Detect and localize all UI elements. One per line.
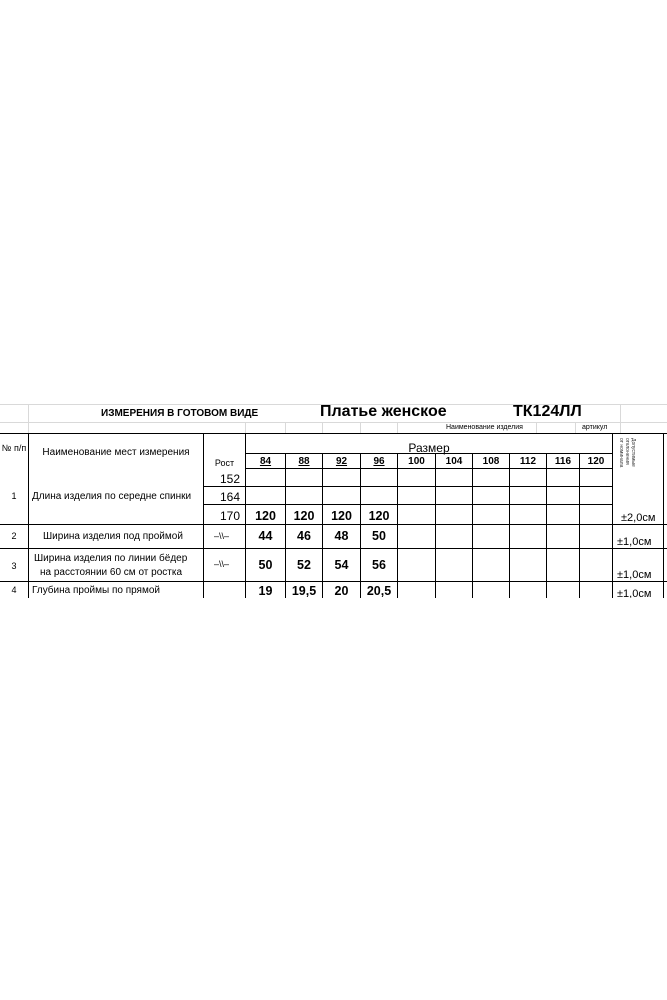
measurement-name: Глубина проймы по прямой (32, 585, 160, 596)
size-value: 120 (255, 509, 276, 523)
table-border (579, 453, 580, 598)
height-value: 152 (220, 472, 241, 486)
table-border (397, 453, 398, 598)
row-number: 4 (11, 585, 17, 595)
size-header-88: 88 (298, 456, 310, 467)
size-value: 56 (372, 558, 386, 572)
size-value: 46 (297, 529, 311, 543)
grid-line (28, 404, 29, 434)
size-header-84: 84 (259, 456, 272, 467)
table-border (0, 524, 667, 525)
grid-line (620, 404, 621, 434)
table-border (360, 453, 361, 598)
table-border (435, 453, 436, 598)
product-name: Платье женское (320, 403, 447, 420)
size-value: 20 (334, 584, 349, 598)
size-value: 44 (258, 529, 273, 543)
size-value: 48 (334, 529, 349, 543)
table-border (322, 453, 323, 598)
size-value: 50 (372, 529, 386, 543)
measurement-name-line1: Ширина изделия по линии бёдер (34, 553, 188, 564)
height-column-header: Рост (214, 458, 235, 468)
article-caption: артикул (582, 424, 608, 431)
number-column-header: № п/п (1, 443, 27, 453)
table-border (285, 453, 286, 598)
tolerance-value: ±1,0см (617, 588, 652, 598)
table-border (546, 453, 547, 598)
size-header-96: 96 (373, 456, 385, 467)
tolerance-value: ±2,0см (621, 512, 656, 524)
size-header-100: 100 (408, 456, 425, 467)
same-height-mark: –\\– (214, 559, 230, 569)
table-border (0, 581, 667, 582)
table-border (0, 433, 667, 434)
measurement-name-line2: на расстоянии 60 см от ростка (40, 567, 183, 578)
measurement-name: Ширина изделия под проймой (43, 531, 183, 542)
table-border (612, 433, 613, 598)
table-border (203, 504, 612, 505)
tolerance-caption: Допустимые отклонения от номинала (618, 438, 636, 468)
size-value: 120 (293, 509, 315, 523)
measurement-name: Длина изделия по середне спинки (32, 491, 192, 502)
size-value: 19,5 (291, 584, 317, 598)
tolerance-value: ±1,0см (617, 536, 652, 548)
table-border (0, 548, 667, 549)
measurements-title: ИЗМЕРЕНИЯ В ГОТОВОМ ВИДЕ (101, 408, 259, 419)
table-border (509, 453, 510, 598)
same-height-mark: –\\– (214, 531, 230, 541)
size-header-104: 104 (445, 456, 463, 467)
row-number: 1 (11, 491, 17, 501)
size-value: 120 (331, 509, 352, 523)
height-value: 164 (220, 490, 241, 504)
table-border (663, 433, 664, 598)
size-value: 52 (297, 558, 311, 572)
size-value: 20,5 (366, 584, 392, 598)
size-value: 54 (334, 558, 349, 572)
size-header-116: 116 (554, 456, 572, 467)
name-column-header: Наименование мест измерения (42, 447, 190, 458)
row-number: 3 (11, 561, 17, 571)
height-value: 170 (220, 509, 241, 523)
row-number: 2 (11, 531, 17, 541)
size-value: 19 (258, 584, 273, 598)
size-header-112: 112 (519, 456, 537, 467)
article-code: ТК124ЛЛ (513, 403, 582, 420)
product-name-caption: Наименование изделия (446, 424, 523, 431)
table-border (245, 468, 612, 469)
size-group-header: Размер (408, 441, 450, 455)
grid-line (0, 422, 667, 423)
size-header-108: 108 (482, 456, 500, 467)
size-header-92: 92 (335, 456, 348, 467)
size-value: 120 (368, 509, 390, 523)
table-border (203, 486, 612, 487)
size-header-120: 120 (587, 456, 605, 467)
tolerance-value: ±1,0см (617, 569, 652, 581)
size-chart-sheet (0, 398, 667, 598)
size-value: 50 (258, 558, 273, 572)
table-border (472, 453, 473, 598)
